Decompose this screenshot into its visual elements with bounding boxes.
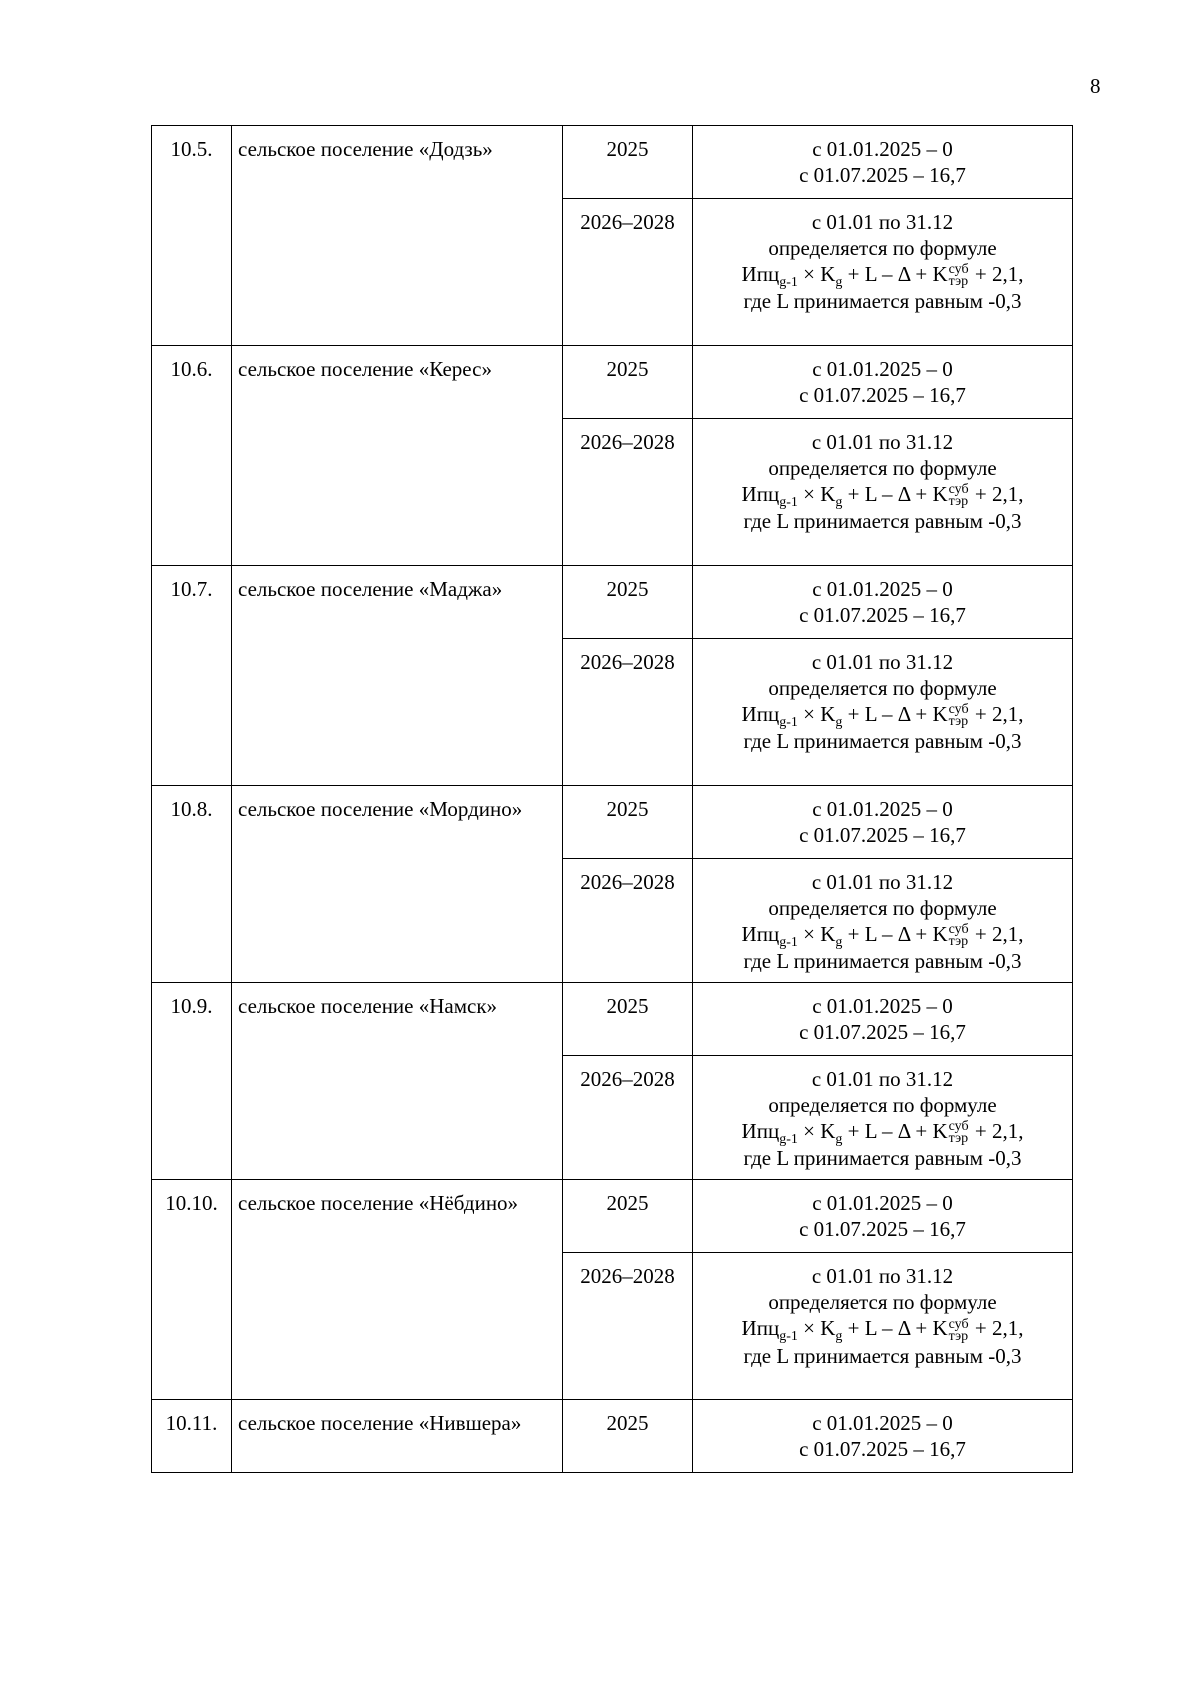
value-cell xyxy=(693,566,1073,639)
value-line: с 01.01.2025 – 0 xyxy=(812,994,953,1019)
value-line: с 01.01.2025 – 0 xyxy=(812,797,953,821)
formula-subscript-g1: g-1 xyxy=(779,275,798,291)
formula-subscript-g1: g-1 xyxy=(779,715,798,731)
formula-middle: + L – Δ + K xyxy=(842,702,948,726)
table-row xyxy=(152,126,1073,199)
year-cell: 2026–2028 xyxy=(563,1253,693,1400)
formula-subscript-ter: тэр xyxy=(948,494,969,510)
value-cell xyxy=(693,346,1073,419)
formula-index-stack xyxy=(949,1121,969,1145)
formula-cell xyxy=(693,859,1073,983)
table-row xyxy=(152,1180,1073,1253)
formula-subscript-g1: g-1 xyxy=(779,495,798,511)
formula-subscript-ter: тэр xyxy=(948,934,969,950)
settlement-name: сельское поселение «Додзь» xyxy=(232,126,563,346)
value-cell xyxy=(693,1400,1073,1473)
formula-index-stack xyxy=(949,264,969,288)
formula-subscript-ter: тэр xyxy=(948,1328,969,1344)
value-line: где L принимается равным -0,3 xyxy=(743,1343,1022,1368)
value-cell xyxy=(693,1180,1073,1253)
value-line: с 01.01.2025 – 0 xyxy=(812,1411,953,1436)
formula-cell xyxy=(693,639,1073,786)
formula-main: Ипц xyxy=(741,922,780,946)
formula xyxy=(699,261,1066,291)
formula-subscript-g: g xyxy=(835,1132,843,1148)
value-line: определяется по формуле xyxy=(768,1093,997,1118)
year-cell: 2025 xyxy=(563,1400,693,1473)
settlement-name: сельское поселение «Намск» xyxy=(232,983,563,1180)
formula-middle: + L – Δ + K xyxy=(842,262,948,286)
formula-middle: + L – Δ + K xyxy=(842,922,948,946)
formula-times-k: × K xyxy=(797,1119,836,1144)
formula-subscript-g1: g-1 xyxy=(779,1132,798,1148)
value-line: определяется по формуле xyxy=(768,236,997,260)
value-line: с 01.01.2025 – 0 xyxy=(812,577,953,601)
value-line: с 01.01 по 31.12 xyxy=(811,210,954,234)
value-cell xyxy=(693,126,1073,199)
value-line: с 01.01.2025 – 0 xyxy=(812,357,953,381)
table-row xyxy=(152,566,1073,639)
value-line: определяется по формуле xyxy=(768,676,997,700)
formula xyxy=(699,481,1066,511)
value-line: с 01.07.2025 – 16,7 xyxy=(799,163,966,187)
year-cell: 2025 xyxy=(563,566,693,639)
table-row xyxy=(152,983,1073,1056)
settlement-name: сельское поселение «Нёбдино» xyxy=(232,1180,563,1400)
formula xyxy=(699,921,1066,951)
year-cell: 2026–2028 xyxy=(563,199,693,346)
value-line: с 01.07.2025 – 16,7 xyxy=(799,1020,966,1045)
value-line: где L принимается равным -0,3 xyxy=(743,509,1022,534)
settlement-name: сельское поселение «Мордино» xyxy=(232,786,563,983)
formula-subscript-g: g xyxy=(835,1329,843,1345)
formula-main: Ипц xyxy=(741,262,780,286)
formula-cell xyxy=(693,1253,1073,1400)
formula-tail: + 2,1, xyxy=(969,702,1024,726)
value-line: с 01.07.2025 – 16,7 xyxy=(799,603,966,627)
settlement-name: сельское поселение «Керес» xyxy=(232,346,563,566)
formula-middle: + L – Δ + K xyxy=(842,482,948,506)
formula-superscript-sub: суб xyxy=(948,922,969,938)
formula-times-k: × K xyxy=(797,262,836,286)
value-line: где L принимается равным -0,3 xyxy=(743,949,1022,974)
year-cell: 2026–2028 xyxy=(563,1056,693,1180)
formula-subscript-g: g xyxy=(835,935,843,951)
row-number: 10.9. xyxy=(152,983,232,1180)
row-number: 10.7. xyxy=(152,566,232,786)
formula-tail: + 2,1, xyxy=(969,262,1024,286)
formula-main: Ипц xyxy=(741,1119,780,1144)
year-cell: 2025 xyxy=(563,126,693,199)
value-line: определяется по формуле xyxy=(768,896,997,920)
formula-superscript-sub: суб xyxy=(948,1119,969,1135)
formula-tail: + 2,1, xyxy=(969,1316,1024,1341)
settlement-name: сельское поселение «Маджа» xyxy=(232,566,563,786)
value-line: где L принимается равным -0,3 xyxy=(743,1146,1022,1171)
value-cell xyxy=(693,786,1073,859)
formula-subscript-g1: g-1 xyxy=(779,935,798,951)
table-row xyxy=(152,786,1073,859)
formula-superscript-sub: суб xyxy=(948,1316,969,1332)
row-number: 10.5. xyxy=(152,126,232,346)
value-line: с 01.07.2025 – 16,7 xyxy=(799,1437,966,1462)
row-number: 10.10. xyxy=(152,1180,232,1400)
formula-tail: + 2,1, xyxy=(969,1119,1024,1144)
formula-index-stack xyxy=(949,704,969,728)
value-line: с 01.01 по 31.12 xyxy=(811,650,954,674)
formula-superscript-sub: суб xyxy=(948,262,969,278)
value-line: с 01.01 по 31.12 xyxy=(811,430,954,454)
value-line: с 01.01 по 31.12 xyxy=(811,1264,954,1289)
formula-cell xyxy=(693,1056,1073,1180)
value-line: с 01.01.2025 – 0 xyxy=(812,1191,953,1216)
year-cell: 2026–2028 xyxy=(563,859,693,983)
value-line: с 01.07.2025 – 16,7 xyxy=(799,1217,966,1242)
formula-superscript-sub: суб xyxy=(948,702,969,718)
formula-main: Ипц xyxy=(741,702,780,726)
row-number: 10.6. xyxy=(152,346,232,566)
table-row xyxy=(152,346,1073,419)
value-cell xyxy=(693,983,1073,1056)
value-line: с 01.01 по 31.12 xyxy=(811,1067,954,1092)
formula-subscript-ter: тэр xyxy=(948,1131,969,1147)
value-line: с 01.01.2025 – 0 xyxy=(812,137,953,161)
formula-times-k: × K xyxy=(797,482,836,506)
formula-times-k: × K xyxy=(797,1316,836,1341)
year-cell: 2026–2028 xyxy=(563,639,693,786)
value-line: определяется по формуле xyxy=(768,1290,997,1315)
value-line: с 01.07.2025 – 16,7 xyxy=(799,383,966,407)
year-cell: 2026–2028 xyxy=(563,419,693,566)
tariff-table xyxy=(151,125,1073,1473)
year-cell: 2025 xyxy=(563,346,693,419)
page-number: 8 xyxy=(1090,74,1101,98)
formula-tail: + 2,1, xyxy=(969,482,1024,506)
year-cell: 2025 xyxy=(563,786,693,859)
formula-cell xyxy=(693,419,1073,566)
formula xyxy=(699,1315,1066,1345)
formula-subscript-g: g xyxy=(835,495,843,511)
table-row xyxy=(152,1400,1073,1473)
year-cell: 2025 xyxy=(563,1180,693,1253)
formula-cell xyxy=(693,199,1073,346)
formula-middle: + L – Δ + K xyxy=(842,1316,948,1341)
year-cell: 2025 xyxy=(563,983,693,1056)
formula-index-stack xyxy=(949,924,969,948)
tariff-table-body xyxy=(152,126,1073,1473)
formula-subscript-g: g xyxy=(835,715,843,731)
formula xyxy=(699,701,1066,731)
formula-main: Ипц xyxy=(741,482,780,506)
value-line: где L принимается равным -0,3 xyxy=(743,289,1022,314)
value-line: где L принимается равным -0,3 xyxy=(743,729,1022,754)
formula-times-k: × K xyxy=(797,702,836,726)
row-number: 10.8. xyxy=(152,786,232,983)
formula-subscript-g: g xyxy=(835,275,843,291)
formula-tail: + 2,1, xyxy=(969,922,1024,946)
value-line: с 01.01 по 31.12 xyxy=(811,870,954,894)
formula xyxy=(699,1118,1066,1148)
formula-subscript-ter: тэр xyxy=(948,274,969,290)
formula-index-stack xyxy=(949,484,969,508)
formula-subscript-g1: g-1 xyxy=(779,1329,798,1345)
formula-times-k: × K xyxy=(797,922,836,946)
settlement-name: сельское поселение «Нившера» xyxy=(232,1400,563,1473)
row-number: 10.11. xyxy=(152,1400,232,1473)
value-line: с 01.07.2025 – 16,7 xyxy=(799,823,966,847)
value-line: определяется по формуле xyxy=(768,456,997,480)
formula-index-stack xyxy=(948,1316,969,1344)
formula-main: Ипц xyxy=(741,1316,780,1341)
formula-subscript-ter: тэр xyxy=(948,714,969,730)
formula-middle: + L – Δ + K xyxy=(842,1119,948,1144)
formula-superscript-sub: суб xyxy=(948,482,969,498)
